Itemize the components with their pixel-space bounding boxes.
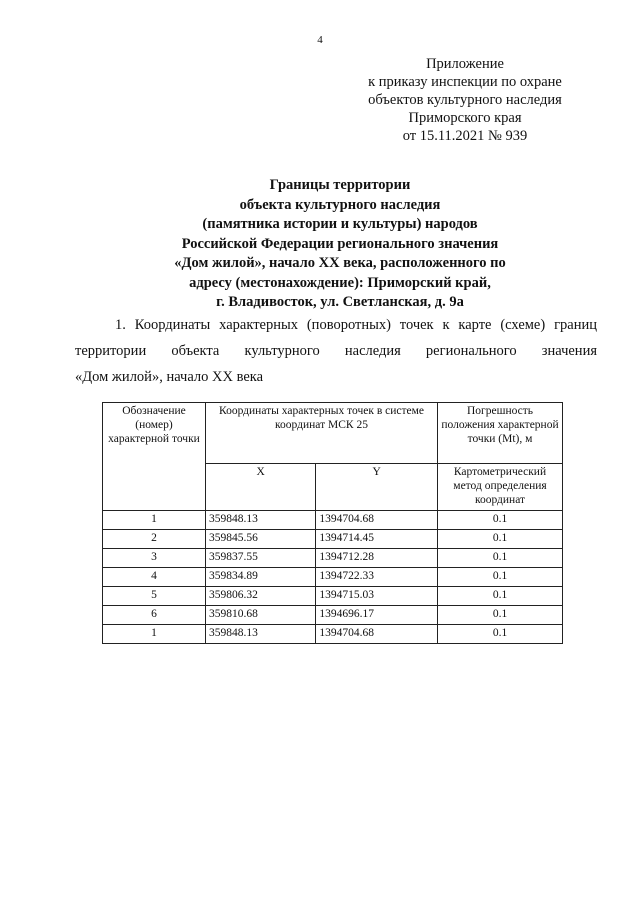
cell-point: 1 bbox=[103, 511, 206, 530]
title-line: адресу (местонахождение): Приморский край, bbox=[189, 274, 491, 291]
cell-y: 1394704.68 bbox=[316, 625, 438, 644]
cell-error: 0.1 bbox=[438, 587, 563, 606]
header-coords: Координаты характерных точек в системе координат МСК 25 bbox=[206, 403, 438, 464]
paragraph-line: территории объекта культурного наследия регионального значения bbox=[75, 343, 597, 359]
appendix-block bbox=[335, 55, 595, 145]
table-row bbox=[103, 549, 563, 568]
table-header-row bbox=[103, 403, 563, 464]
table-row bbox=[103, 606, 563, 625]
title-line: Границы территории bbox=[269, 177, 411, 193]
title-line: г. Владивосток, ул. Светланская, д. 9а bbox=[216, 294, 464, 310]
cell-error: 0.1 bbox=[438, 606, 563, 625]
title-line: (памятника истории и культуры) народов bbox=[202, 216, 478, 232]
cell-error: 0.1 bbox=[438, 568, 563, 587]
cell-x: 359848.13 bbox=[206, 511, 316, 530]
cell-point: 5 bbox=[103, 587, 206, 606]
appendix-line: Приложение bbox=[426, 56, 504, 72]
appendix-line: объектов культурного наследия bbox=[368, 92, 562, 108]
cell-x: 359834.89 bbox=[206, 568, 316, 587]
cell-y: 1394715.03 bbox=[316, 587, 438, 606]
appendix-line: к приказу инспекции по охране bbox=[368, 74, 562, 90]
cell-y: 1394696.17 bbox=[316, 606, 438, 625]
paragraph-line: 1. Координаты характерных (поворотных) точек к карте (схеме) границ bbox=[115, 317, 597, 333]
header-point: Обозначение (номер) характерной точки bbox=[103, 403, 206, 511]
table-row bbox=[103, 530, 563, 549]
cell-x: 359845.56 bbox=[206, 530, 316, 549]
table-row bbox=[103, 587, 563, 606]
document-title bbox=[60, 176, 620, 313]
table-row bbox=[103, 568, 563, 587]
cell-y: 1394714.45 bbox=[316, 530, 438, 549]
cell-y: 1394722.33 bbox=[316, 568, 438, 587]
coordinates-table bbox=[102, 402, 563, 644]
table-row bbox=[103, 511, 563, 530]
header-x: X bbox=[206, 464, 316, 511]
header-y: Y bbox=[316, 464, 438, 511]
appendix-line: Приморского края bbox=[408, 110, 522, 126]
cell-point: 4 bbox=[103, 568, 206, 587]
header-method: Картометрический метод определения координат bbox=[438, 464, 563, 511]
title-line: «Дом жилой», начало XX века, расположенного по bbox=[174, 255, 506, 271]
cell-point: 3 bbox=[103, 549, 206, 568]
page-number: 4 bbox=[317, 34, 323, 46]
cell-x: 359806.32 bbox=[206, 587, 316, 606]
paragraph-line: «Дом жилой», начало XX века bbox=[75, 369, 264, 385]
header-error: Погрешность положения характерной точки (Mt), м bbox=[438, 403, 563, 464]
cell-point: 6 bbox=[103, 606, 206, 625]
cell-y: 1394712.28 bbox=[316, 549, 438, 568]
cell-point: 1 bbox=[103, 625, 206, 644]
cell-x: 359837.55 bbox=[206, 549, 316, 568]
cell-x: 359810.68 bbox=[206, 606, 316, 625]
table-row bbox=[103, 625, 563, 644]
cell-point: 2 bbox=[103, 530, 206, 549]
cell-x: 359848.13 bbox=[206, 625, 316, 644]
cell-error: 0.1 bbox=[438, 530, 563, 549]
cell-error: 0.1 bbox=[438, 549, 563, 568]
title-line: Российской Федерации регионального значения bbox=[181, 235, 499, 252]
cell-error: 0.1 bbox=[438, 511, 563, 530]
cell-y: 1394704.68 bbox=[316, 511, 438, 530]
appendix-line: от 15.11.2021 № 939 bbox=[402, 128, 528, 144]
cell-error: 0.1 bbox=[438, 625, 563, 644]
title-line: объекта культурного наследия bbox=[239, 196, 441, 213]
